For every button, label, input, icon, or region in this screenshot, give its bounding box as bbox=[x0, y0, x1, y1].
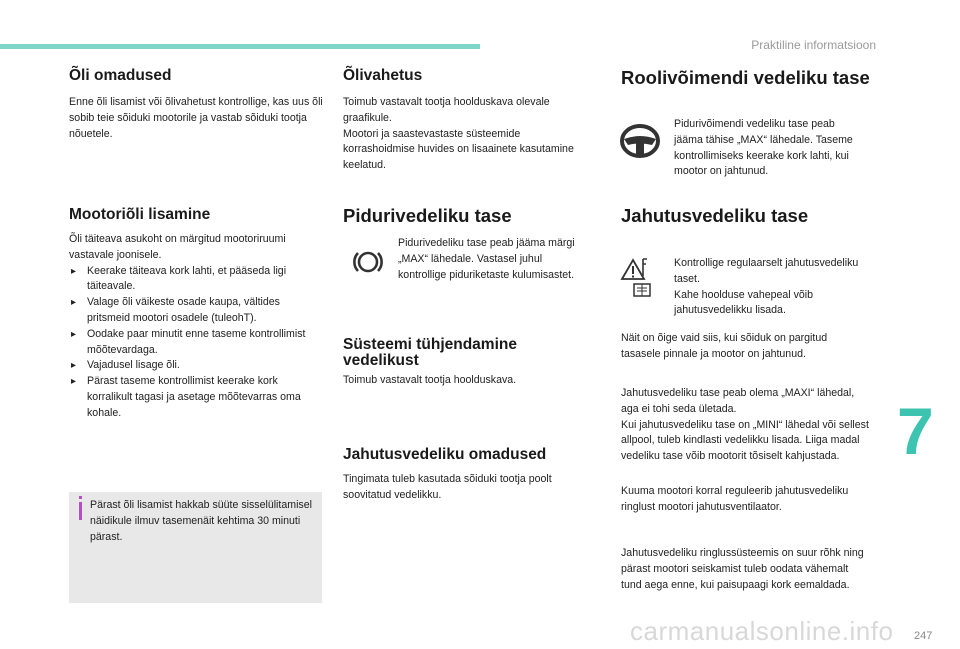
coolant-level-text-4: Jahutusvedeliku ringlussüsteemis on suur rõhk ning pärast mootori seiskamist tuleb oodata vähemalt tund aega enne, kui paisupaagi kork eemaldada. bbox=[621, 547, 864, 591]
coolant-level-text-3: Kuuma mootori korral reguleerib jahutusvedeliku ringlust mootori jahutusventilaator. bbox=[621, 485, 849, 513]
brake-fluid-text: Pidurivedeliku tase peab jääma märgi „MAX“ lähedale. Vastasel juhul kontrollige piduriketaste kulumisastet. bbox=[398, 237, 575, 281]
brake-fluid-heading: Pidurivedeliku tase bbox=[343, 205, 512, 226]
info-box bbox=[69, 492, 322, 603]
oil-change-heading: Õlivahetus bbox=[343, 67, 423, 84]
coolant-properties-heading: Jahutusvedeliku omadused bbox=[343, 446, 547, 463]
adding-oil-steps bbox=[69, 264, 324, 422]
coolant-level-text-1: Näit on õige vaid siis, kui sõiduk on pargitud tasasele pinnale ja mootor on jahtunud. bbox=[621, 332, 828, 360]
steering-fluid-text: Pidurivõimendi vedeliku tase peab jääma tähise „MAX“ lähedale. Taseme kontrollimiseks keerake kork lahti, kui mootor on jahtunud. bbox=[674, 118, 853, 178]
oil-properties-text: Enne õli lisamist või õlivahetust kontrollige, kas uus õli sobib teie sõiduki mootorile ja vastab sõiduki tootja nõuetele. bbox=[69, 96, 323, 140]
adding-oil-heading: Mootoriõli lisamine bbox=[69, 206, 211, 223]
list-item: ▸ Keerake täiteava kork lahti, et pääseda ligi täiteavale. bbox=[69, 264, 324, 296]
coolant-level-heading: Jahutusvedeliku tase bbox=[621, 205, 809, 226]
page-number: 247 bbox=[914, 630, 933, 642]
coolant-level-text-2: Jahutusvedeliku tase peab olema „MAXI“ lähedal, aga ei tohi seda ületada. Kui jahutusvedeliku tase on „MINI“ lähedal või sellest allpool, tuleb kindlasti vedelikku lisada. Liiga madal vedeliku tase võib mootorit tõsiselt kahjustada. bbox=[621, 387, 869, 463]
coolant-warning-icon bbox=[619, 256, 655, 302]
watermark: carmanualsonline.info bbox=[630, 616, 894, 646]
info-icon bbox=[79, 502, 82, 520]
list-item: ▸ Vajadusel lisage õli. bbox=[69, 358, 324, 374]
adding-oil-section bbox=[69, 232, 324, 422]
brake-warning-icon bbox=[352, 247, 384, 277]
drain-text: Toimub vastavalt tootja hoolduskava. bbox=[343, 374, 517, 386]
header-accent-bar bbox=[0, 44, 480, 49]
coolant-level-icon-text: Kontrollige regulaarselt jahutusvedeliku taset. Kahe hoolduse vahepeal võib jahutusvedelikku lisada. bbox=[674, 257, 859, 317]
list-item: ▸ Valage õli väikeste osade kaupa, vältides pritsmeid mootori osadele (tuleohT). bbox=[69, 295, 324, 327]
coolant-properties-text: Tingimata tuleb kasutada sõiduki tootja poolt soovitatud vedelikku. bbox=[343, 473, 552, 501]
drain-heading: Süsteemi tühjendamine vedelikust bbox=[343, 336, 517, 369]
oil-properties-heading: Õli omadused bbox=[69, 67, 172, 84]
adding-oil-intro: Õli täiteava asukoht on märgitud mootoriruumi vastavale joonisele. bbox=[69, 233, 286, 261]
list-item: ▸ Oodake paar minutit enne taseme kontrollimist mõõtevardaga. bbox=[69, 327, 324, 359]
list-item: ▸ Pärast taseme kontrollimist keerake kork korralikult tagasi ja asetage mõõtevarras oma kohale. bbox=[69, 374, 324, 421]
page-header-title: Praktiline informatsioon bbox=[751, 38, 876, 52]
steering-wheel-icon bbox=[619, 123, 661, 159]
steering-fluid-heading: Roolivõimendi vedeliku tase bbox=[621, 67, 870, 88]
chapter-number: 7 bbox=[897, 394, 934, 468]
oil-change-text: Toimub vastavalt tootja hoolduskava olevale graafikule. Mootori ja saastevastaste süsteemide korrashoidmise huvides on lisaainete kasutamine keelatud. bbox=[343, 96, 574, 172]
info-text: Pärast õli lisamist hakkab süüte sisselülitamisel näidikule ilmuv tasemenäit kehtima 30 minuti pärast. bbox=[90, 499, 312, 543]
